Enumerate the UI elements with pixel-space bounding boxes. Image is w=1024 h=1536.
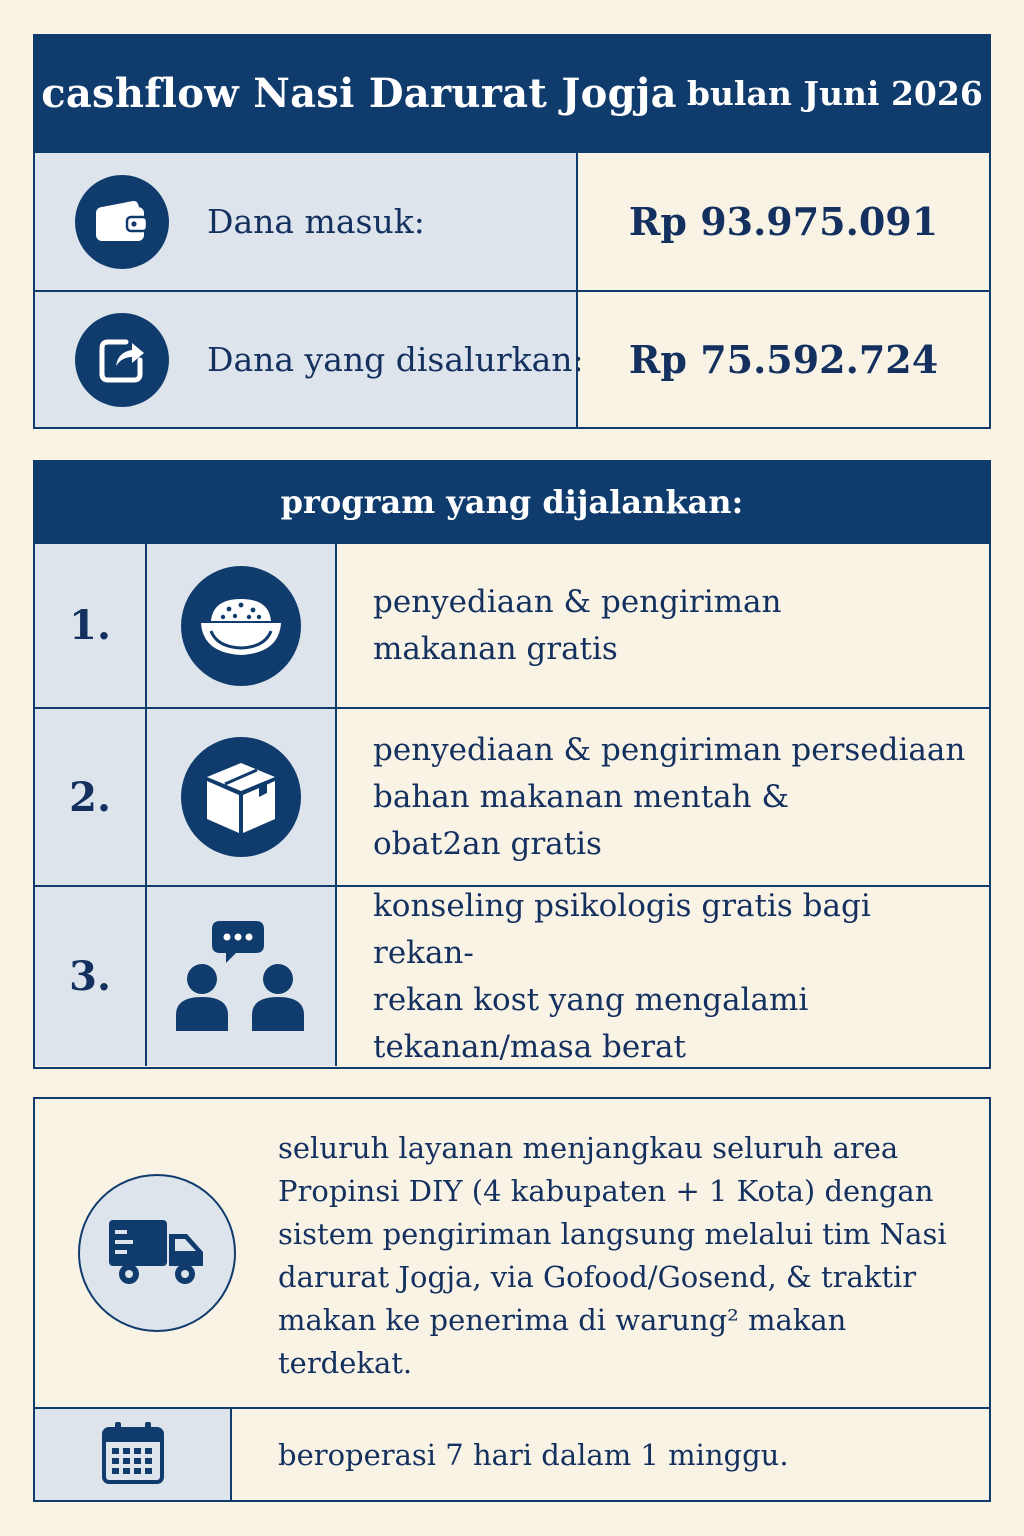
counseling-icon bbox=[174, 915, 308, 1039]
program-number: 2. bbox=[35, 709, 147, 885]
program-icon-cell bbox=[147, 887, 337, 1066]
coverage-text: seluruh layanan menjangkau seluruh area Propinsi DIY (4 kabupaten + 1 Kota) dengan sistem pengiriman langsung melalui tim Nasi darurat Jogja, via Gofood/Gosend, & traktir makan ke penerima di warung² makan terdekat. bbox=[278, 1131, 947, 1380]
program-number: 1. bbox=[35, 544, 147, 707]
rice-bowl-icon bbox=[181, 566, 301, 686]
programs-card bbox=[33, 460, 991, 1069]
program-text: penyediaan & pengiriman makanan gratis bbox=[373, 583, 782, 667]
cashflow-header bbox=[35, 36, 989, 151]
calendar-icon bbox=[100, 1420, 166, 1490]
program-icon-cell bbox=[147, 709, 337, 885]
program-number: 3. bbox=[35, 887, 147, 1066]
cashflow-label-cell bbox=[35, 292, 584, 427]
programs-heading: program yang dijalankan: bbox=[35, 462, 989, 542]
cashflow-title: cashflow Nasi Darurat Jogja bbox=[41, 70, 677, 117]
distributed-label: Dana yang disalurkan: bbox=[207, 340, 584, 379]
wallet-icon bbox=[75, 175, 169, 269]
operations-text: beroperasi 7 hari dalam 1 minggu. bbox=[278, 1437, 789, 1472]
coverage-section bbox=[35, 1099, 989, 1407]
program-icon-cell bbox=[147, 544, 337, 707]
share-out-icon bbox=[75, 313, 169, 407]
box-icon bbox=[181, 737, 301, 857]
coverage-icon-cell bbox=[35, 1099, 278, 1407]
program-text: konseling psikologis gratis bagi rekan- rekan kost yang mengalami tekanan/masa berat bbox=[373, 887, 871, 1065]
cashflow-label-cell bbox=[35, 153, 578, 290]
income-value: Rp 93.975.091 bbox=[628, 199, 939, 244]
cashflow-card bbox=[33, 34, 991, 429]
operations-row bbox=[35, 1407, 989, 1500]
cashflow-period: bulan Juni 2026 bbox=[686, 74, 983, 113]
program-row bbox=[35, 885, 989, 1066]
delivery-truck-icon bbox=[78, 1174, 236, 1332]
program-row bbox=[35, 707, 989, 885]
distributed-value: Rp 75.592.724 bbox=[628, 337, 939, 382]
income-label: Dana masuk: bbox=[207, 202, 425, 241]
coverage-card bbox=[33, 1097, 991, 1502]
cashflow-row-income bbox=[35, 151, 989, 290]
program-text: penyediaan & pengiriman persediaan bahan makanan mentah & obat2an gratis bbox=[373, 731, 966, 862]
operations-icon-cell bbox=[35, 1409, 232, 1500]
program-row bbox=[35, 542, 989, 707]
cashflow-row-distributed bbox=[35, 290, 989, 427]
